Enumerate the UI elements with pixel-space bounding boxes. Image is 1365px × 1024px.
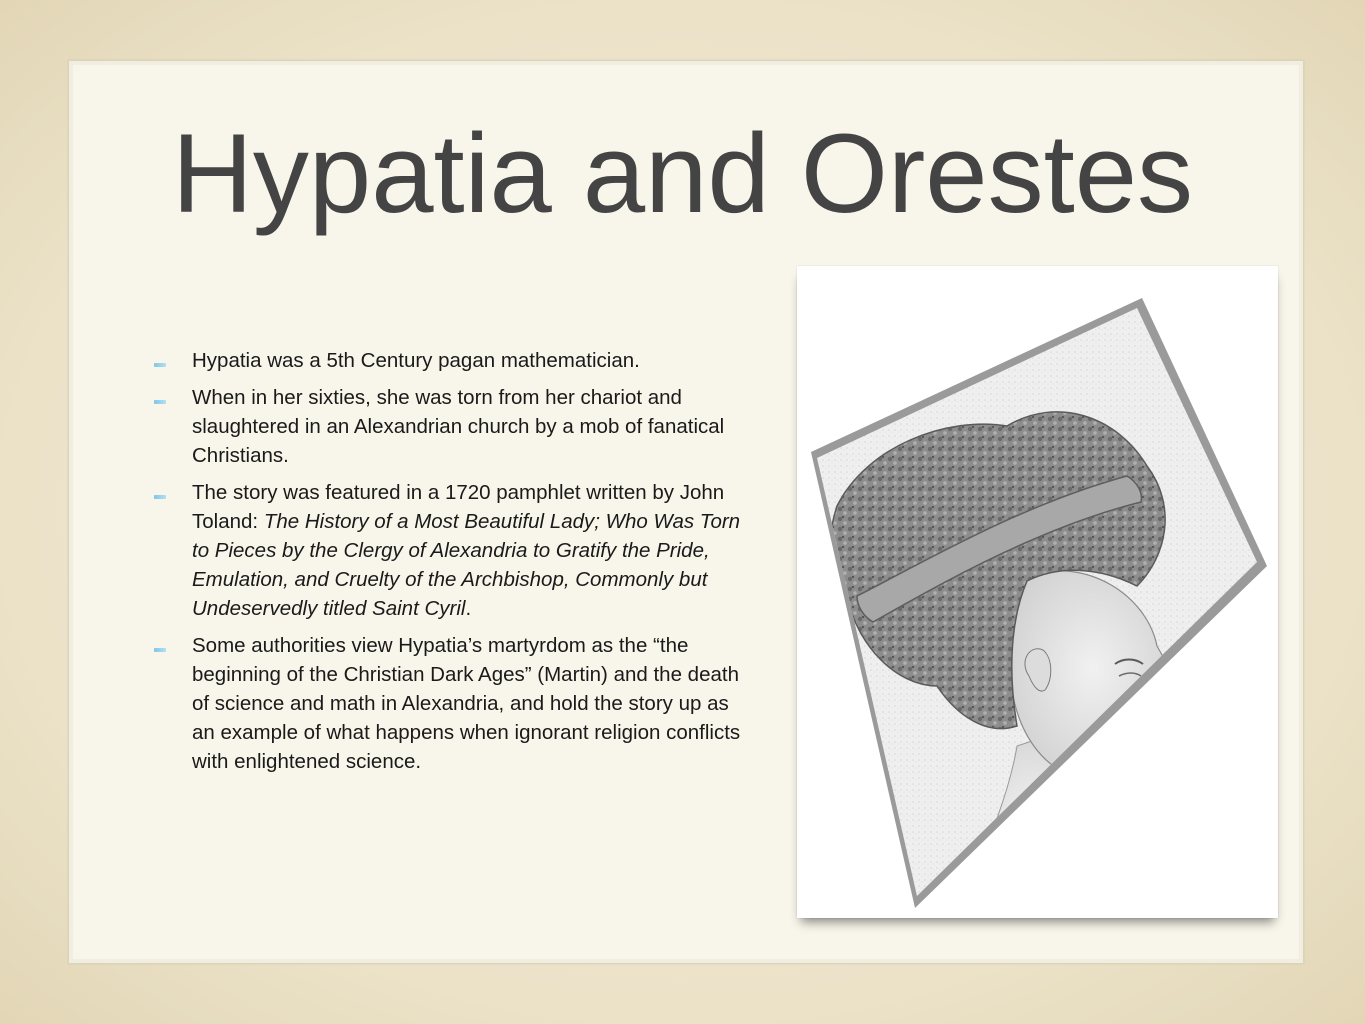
bullet-text: Hypatia was a 5th Century pagan mathematician. bbox=[192, 349, 640, 372]
list-item bbox=[150, 383, 750, 470]
pamphlet-title: The History of a Most Beautiful Lady; Who Was Torn to Pieces by the Clergy of Alexandria to Gratify the Pride, Emulation, and Cruelty of the Archbishop, Commonly but Undeservedly titled Saint Cyril bbox=[192, 510, 741, 620]
bullet-icon bbox=[154, 400, 166, 404]
hypatia-portrait bbox=[797, 266, 1278, 918]
list-item bbox=[150, 631, 750, 776]
bullet-text-end: . bbox=[465, 597, 472, 620]
bullet-text: When in her sixties, she was torn from her chariot and slaughtered in an Alexandrian church by a mob of fanatical Christians. bbox=[192, 386, 725, 467]
list-item bbox=[150, 478, 750, 623]
bullet-icon bbox=[154, 363, 166, 367]
list-item bbox=[150, 346, 750, 375]
bullet-text: The story was featured in a 1720 pamphlet written by John Toland: bbox=[192, 481, 725, 533]
bullet-list bbox=[150, 346, 750, 784]
bullet-icon bbox=[154, 648, 166, 652]
bullet-icon bbox=[154, 495, 166, 499]
bullet-text: Some authorities view Hypatia’s martyrdom as the “the beginning of the Christian Dark Ages” (Martin) and the death of science and math in Alexandria, and hold the story up as an example of what happens when ignorant religion conflicts with enlightened science. bbox=[192, 634, 741, 773]
portrait-drawing bbox=[797, 266, 1278, 918]
slide-title: Hypatia and Orestes bbox=[172, 111, 1193, 236]
